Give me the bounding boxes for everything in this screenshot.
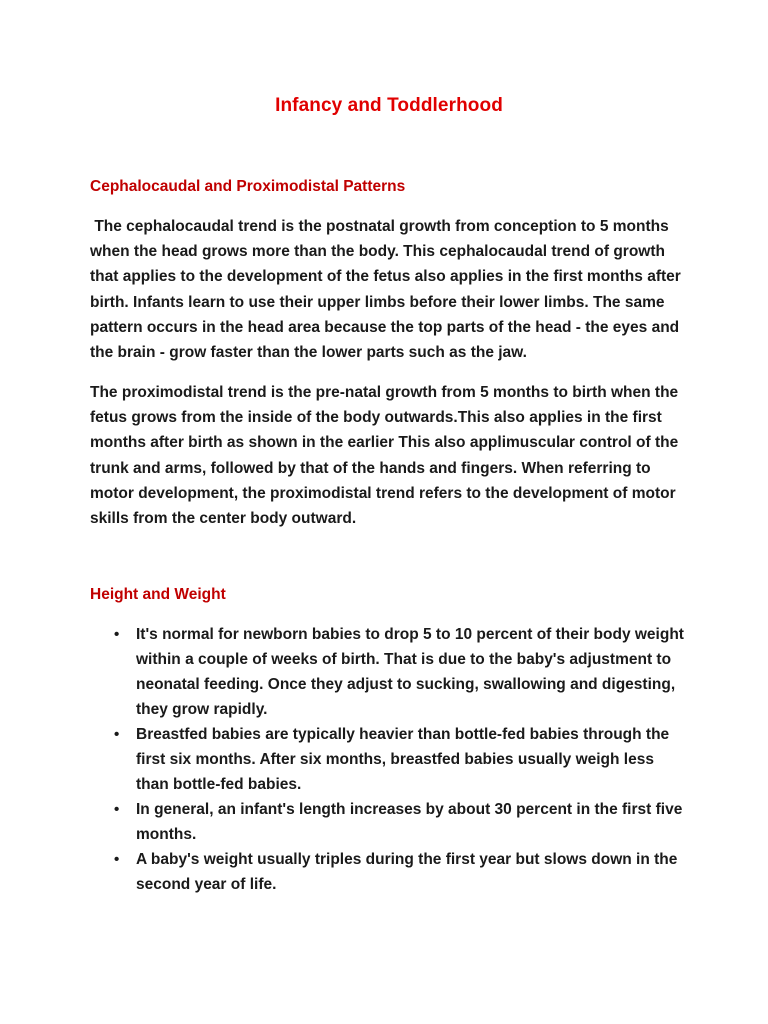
list-item xyxy=(90,847,690,897)
bullet-icon: • xyxy=(114,801,120,818)
list-item-text: Breastfed babies are typically heavier than bottle-fed babies through the first six months. After six months, breastfed babies usually weigh less than bottle-fed babies. xyxy=(136,726,670,793)
list-item xyxy=(90,797,690,847)
list-item-text: A baby's weight usually triples during the first year but slows down in the second year of life. xyxy=(136,851,678,893)
bullet-icon: • xyxy=(114,726,120,743)
paragraph-proximodistal: The proximodistal trend is the pre-natal growth from 5 months to birth when the fetus grows from the inside of the body outwards.This also applies in the first months after birth as shown in the earlier This also applimuscular control of the trunk and arms, followed by that of the hands and fingers. When referring to motor development, the proximodistal trend refers to the development of motor skills from the center body outward. xyxy=(90,384,679,528)
section-heading-patterns: Cephalocaudal and Proximodistal Patterns xyxy=(90,178,406,195)
list-item-text: It's normal for newborn babies to drop 5 to 10 percent of their body weight within a couple of weeks of birth. That is due to the baby's adjustment to neonatal feeding. Once they adjust to sucking, swallowing and digesting, they grow rapidly. xyxy=(136,626,684,718)
section-heading-height-weight: Height and Weight xyxy=(90,586,226,603)
list-item-text: In general, an infant's length increases by about 30 percent in the first five months. xyxy=(136,801,683,843)
paragraph-cephalocaudal: The cephalocaudal trend is the postnatal growth from conception to 5 months when the head grows more than the body. This cephalocaudal trend of growth that applies to the development of the fetus also applies in the first months after birth. Infants learn to use their upper limbs before their lower limbs. The same pattern occurs in the head area because the top parts of the head - the eyes and the brain - grow faster than the lower parts such as the jaw. xyxy=(90,218,686,362)
bullet-icon: • xyxy=(114,626,120,643)
bullet-list xyxy=(90,622,690,897)
list-item xyxy=(90,622,690,722)
bullet-icon: • xyxy=(114,851,120,868)
document-title: Infancy and Toddlerhood xyxy=(275,95,503,116)
list-item xyxy=(90,722,690,797)
